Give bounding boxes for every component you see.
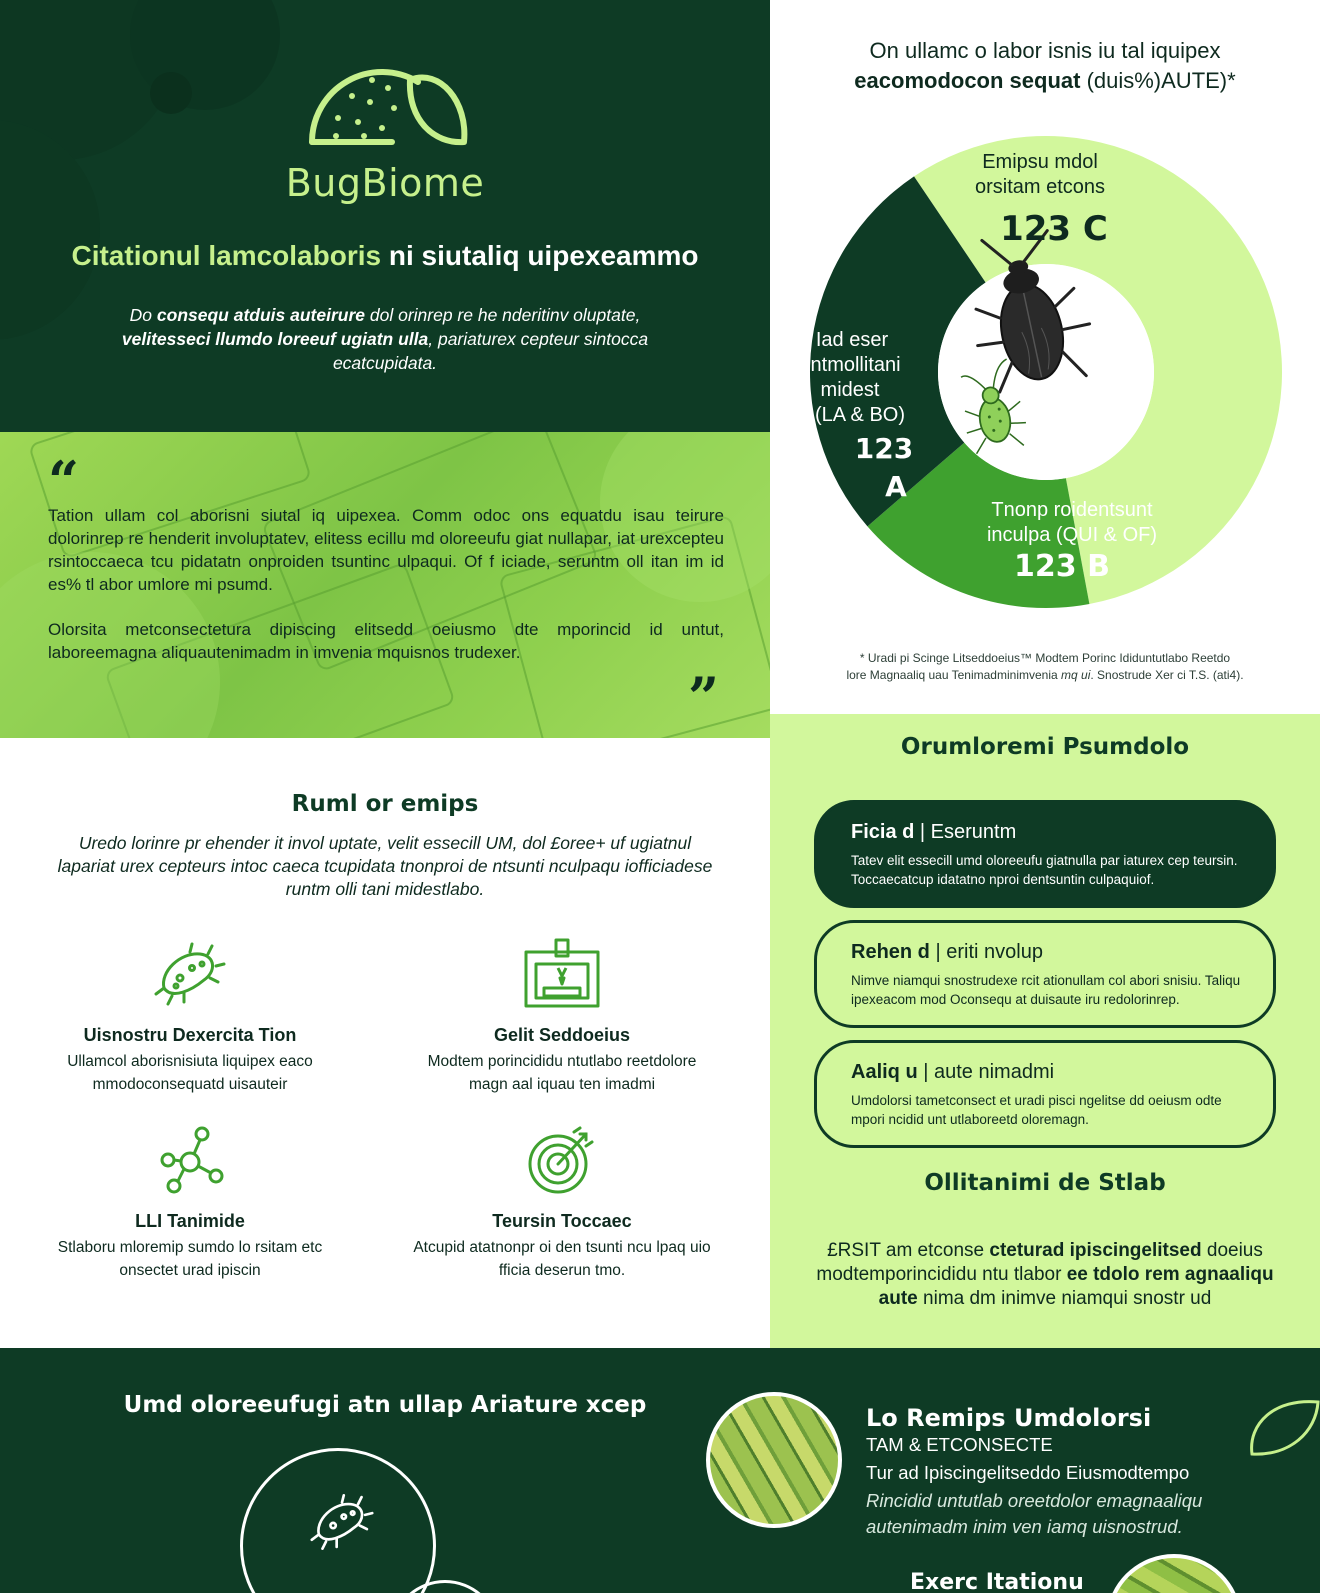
microbe-icon	[306, 1490, 378, 1554]
tier-separator: |	[914, 821, 931, 843]
tier-heading	[851, 819, 1273, 845]
segment-label-c-line: orsitam etcons	[974, 176, 1106, 198]
case-study-subtitle: TAM & ETCONSECTE	[866, 1434, 1053, 1455]
tier-subtitle: aute nimadmi	[933, 1061, 1055, 1083]
hero-sub-bold: velitesseci llumdo loreeuf ugiatn ulla	[121, 329, 429, 349]
chart-title-rest: (duis%)AUTE)*	[1080, 68, 1236, 93]
donut-chart	[770, 100, 1320, 640]
case-study-quote: Rincidid untutlab oreetdolor emagnaaliqu autenimadm inim ven iamq uisnostrud.	[866, 1490, 1203, 1537]
farm-photo	[1106, 1554, 1242, 1593]
hero-sub-text: dol orinrep re he nderitinv oluptate,	[365, 305, 641, 325]
case-study-detail: Tur ad Ipiscingelitseddo Eiusmodtempo	[866, 1462, 1190, 1483]
fair-text-part: nima dm inimve niamqui snostr ud	[917, 1288, 1212, 1309]
tier-desc: Umdolorsi tametconsect et uradi pisci ngelitse dd oeiusm odte mpori ncidid unt utlaboreetd oloremagn.	[851, 1093, 1222, 1127]
segment-label-a-line: (LA & BO)	[814, 404, 906, 426]
segment-label-a-line: midest	[820, 379, 880, 401]
tier-heading	[851, 1059, 1273, 1085]
chart-footnote	[770, 650, 1320, 684]
tier-name: Aaliq u	[851, 1061, 918, 1083]
membership-heading: Orumloremi Psumdolo	[900, 734, 1190, 760]
tier-heading	[851, 939, 1273, 965]
segment-label-b-line: inculpa (QUI & OF)	[986, 524, 1158, 546]
service-desc: Stlaboru mloremip sumdo lo rsitam etc onsectet urad ipiscin	[57, 1239, 323, 1279]
footnote-line	[770, 667, 1320, 684]
membership-panel	[770, 714, 1320, 1348]
tier-desc: Nimve niamqui snostrudexe rcit ationullam col abori snisiu. Taliqu ipexeacom mod Oconsequ at duisaute iru redolorinrep.	[851, 973, 1241, 1007]
hero-section	[0, 0, 770, 432]
tier-subtitle: Eseruntm	[930, 821, 1017, 843]
segment-value-a: 123	[854, 432, 914, 465]
tier-separator: |	[929, 941, 947, 963]
quote-paragraph: Olorsita metconsectetura dipiscing elitsedd oeiusmo dte mporincid id untut, laboreemagna aliquautenimadm in imvenia mquisnos trudexer.	[48, 620, 724, 662]
fair-text-part: doeius modtemporincididu ntu tlabor	[816, 1240, 1263, 1285]
hero-title-rest: ni siutaliq uipexeammo	[381, 240, 699, 271]
tier-desc: Tatev elit essecill umd oloreeufu giatnulla par iaturex cep teursin. Toccaecatcup idatatno nproi dentsuntin culpaquiof.	[851, 853, 1238, 887]
tier-separator: |	[917, 1061, 934, 1083]
tier-card[interactable]	[814, 800, 1276, 908]
service-title: Teursin Toccaec	[492, 1211, 632, 1231]
fair-text-part: £RSIT am etconse	[827, 1240, 990, 1261]
chart-title-bold: eacomodocon sequat	[854, 68, 1081, 93]
service-item	[40, 938, 340, 1096]
logo	[0, 58, 770, 205]
footnote-italic: mq ui	[1061, 668, 1091, 682]
chart-title	[770, 36, 1320, 96]
segment-label-b-line: Tnonp roidentsunt	[991, 499, 1153, 521]
hero-sub-text: Do	[129, 305, 157, 325]
open-quote-icon: “	[48, 449, 80, 513]
tier-subtitle: eriti nvolup	[946, 941, 1043, 963]
segment-label-a-line: Iad eser	[815, 329, 889, 351]
service-item	[40, 1124, 340, 1282]
tier-card[interactable]	[814, 1040, 1276, 1148]
tier-card[interactable]	[814, 920, 1276, 1028]
service-desc: Ullamcol aborisnisiuta liquipex eaco mmodoconsequatd uisauteir	[67, 1053, 313, 1093]
chart-title-line: On ullamc o labor isnis iu tal iquipex	[869, 38, 1221, 63]
services-title: Ruml or emips	[291, 791, 479, 817]
case-study-title: Lo Remips Umdolorsi	[866, 1404, 1152, 1432]
leaf-icon	[1244, 1388, 1320, 1464]
fair-text	[800, 1239, 1290, 1311]
service-item	[412, 1124, 712, 1282]
hero-subtitle	[110, 303, 660, 375]
service-desc: Modtem porincididu ntutlabo reetdolore magn aal iquau ten imadmi	[427, 1053, 697, 1093]
fair-heading: Ollitanimi de Stlab	[924, 1170, 1166, 1196]
hero-sub-bold: consequ atduis auteirure	[156, 305, 366, 325]
close-quote-icon: ”	[688, 665, 720, 729]
footnote-text: lore Magnaaliq uau Tenimadminimvenia	[846, 668, 1062, 682]
segment-label-a-line: untmollitani	[799, 354, 901, 376]
service-title: Uisnostru Dexercita Tion	[83, 1025, 297, 1045]
segment-value-c: 123 C	[1000, 209, 1108, 249]
brand-name: BugBiome	[285, 161, 485, 205]
service-desc: Atcupid atatnonpr oi den tsunti ncu lpaq uio fficia deserun tmo.	[413, 1239, 711, 1279]
segment-value-a: A	[885, 470, 907, 503]
molecule-icon	[150, 1124, 230, 1196]
microbe-icon	[150, 938, 230, 1010]
case-studies-section	[0, 1348, 1320, 1593]
case-study-title: Exerc Itationu	[910, 1570, 1084, 1593]
segment-value-b: 123 B	[1014, 549, 1110, 584]
service-title: Gelit Seddoeius	[493, 1025, 631, 1045]
tier-name: Rehen d	[851, 941, 930, 963]
fair-text-bold: ee tdolo rem agnaaliqu aute	[878, 1264, 1274, 1309]
footnote-text: . Snostrude Xer ci T.S. (ati4).	[1090, 668, 1244, 682]
service-title: LLI Tanimide	[135, 1211, 245, 1231]
testimonial-quote	[0, 432, 770, 738]
target-icon	[522, 1124, 602, 1196]
quote-paragraph: Tation ullam col aborisni siutal iq uipexea. Comm odoc ons equatdu isau teirure dolorinrep re henderit involuptatev, elitess ecillu md oloreeufu giat nullapar, iat urexcepteu rsintoccaeca tcu pidatatn onproiden tsuntinc ulpaqui. Of f iciade, seruntm oll itan im id es% tl abor umlore mi psumd.	[48, 506, 724, 594]
farm-photo	[706, 1392, 842, 1528]
service-item	[412, 938, 712, 1096]
segment-label-c-line: Emipsu mdol	[982, 151, 1098, 173]
case-studies-title: Umd oloreeufugi atn ullap Ariature xcep	[123, 1392, 647, 1418]
hero-sub-text: , pariaturex cepteur sintocca ecatcupidata.	[332, 329, 649, 373]
fair-text-bold: cteturad ipiscingelitsed	[989, 1240, 1202, 1261]
hero-title-highlight: Citationul lamcolaboris	[71, 240, 382, 271]
chart-title-line	[770, 66, 1320, 96]
tier-name: Ficia d	[851, 821, 915, 843]
services-intro: Uredo lorinre pr ehender it invol uptate, velit essecill UM, dol £oree+ uf ugiatnul lapariat urex cepteurs intoc caeca tcupidata tnonproi de ntsunti nculpaqu iofficiadese runtm olli tani midestlabo.	[57, 833, 713, 899]
hero-title	[0, 240, 770, 272]
lab-analyzer-icon	[522, 938, 602, 1010]
footnote-line: * Uradi pi Scinge Litseddoeius™ Modtem Porinc Ididuntutlabo Reetdo	[859, 651, 1231, 665]
bug-leaf-logo-icon	[300, 58, 470, 150]
